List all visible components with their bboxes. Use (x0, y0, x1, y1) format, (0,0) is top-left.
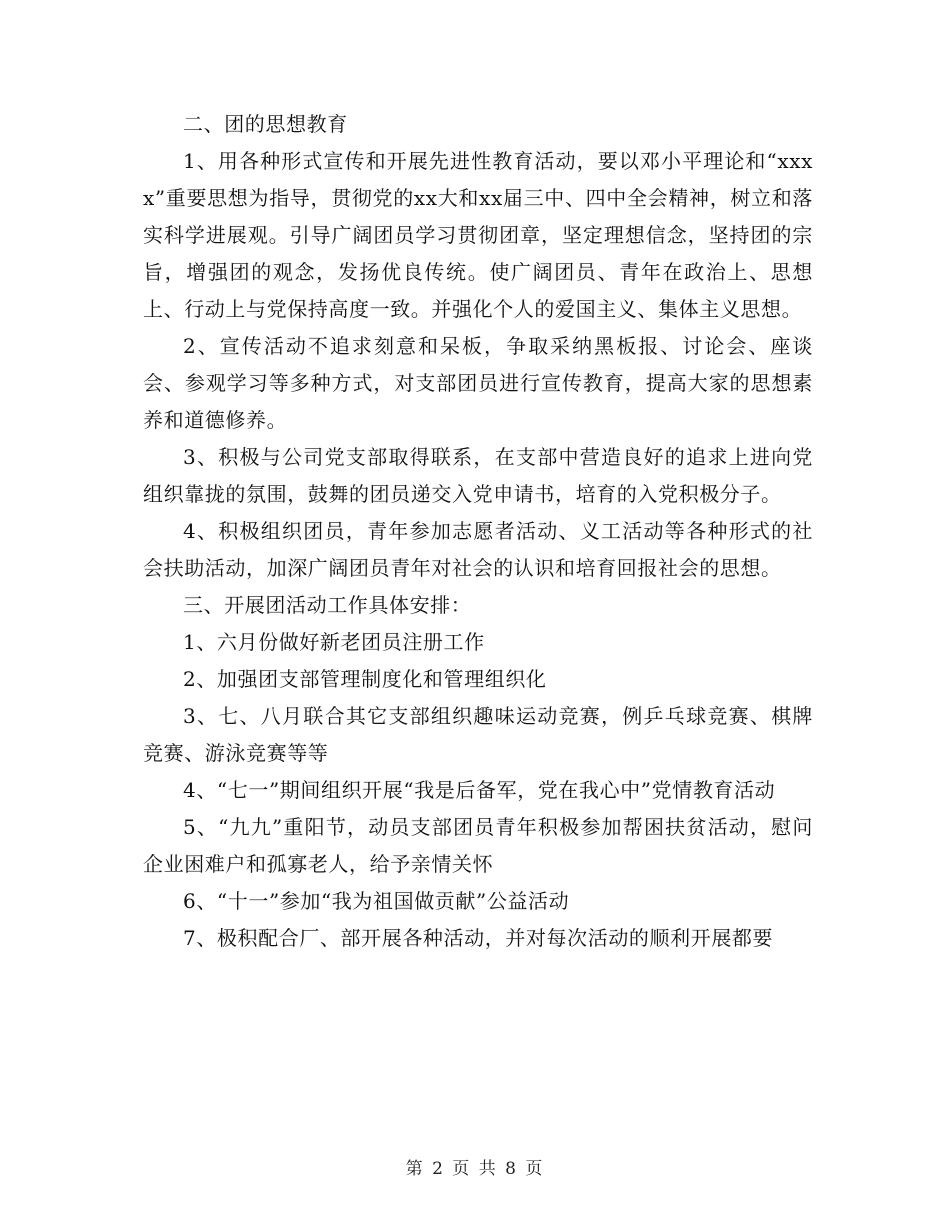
section-heading-activity-schedule: 三、开展团活动工作具体安排： (183, 593, 472, 617)
schedule-item-5: 5、“九九”重阳节，动员支部团员青年积极参加帮困扶贫活动，慰问企业困难户和孤寡老人，给予亲情关怀 (143, 815, 813, 876)
schedule-item-6: 6、“十一”参加“我为祖国做贡献”公益活动 (183, 889, 570, 913)
paragraph-item-4: 4、积极组织团员，青年参加志愿者活动、义工活动等各种形式的社会扶助活动，加深广阔团员青年对社会的认识和培育回报社会的思想。 (143, 519, 813, 580)
schedule-item-2: 2、加强团支部管理制度化和管理组织化 (183, 667, 547, 691)
document-body (143, 106, 813, 957)
paragraph-item-2: 2、宣传活动不追求刻意和呆板，争取采纳黑板报、讨论会、座谈会、参观学习等多种方式，对支部团员进行宣传教育，提高大家的思想素养和道德修养。 (143, 334, 813, 432)
schedule-item-4: 4、“七一”期间组织开展“我是后备军，党在我心中”党情教育活动 (183, 778, 776, 802)
paragraph-item-3: 3、积极与公司党支部取得联系，在支部中营造良好的追求上进向党组织靠拢的氛围，鼓舞的团员递交入党申请书，培育的入党积极分子。 (143, 445, 813, 506)
page-number-footer: 第 2 页 共 8 页 (405, 1159, 545, 1179)
schedule-item-7: 7、极积配合厂、部开展各种活动，并对每次活动的顺利开展都要 (183, 926, 774, 950)
paragraph-item-1: 1、用各种形式宣传和开展先进性教育活动，要以邓小平理论和“xxxx”重要思想为指导，贯彻党的xx大和xx届三中、四中全会精神，树立和落实科学进展观。引导广阔团员学习贯彻团章，坚定理想信念，坚持团的宗旨，增强团的观念，发扬优良传统。使广阔团员、青年在政治上、思想上、行动上与党保持高度一致。并强化个人的爱国主义、集体主义思想。 (143, 149, 813, 321)
schedule-item-3: 3、七、八月联合其它支部组织趣味运动竞赛，例乒乓球竞赛、棋牌竞赛、游泳竞赛等等 (143, 704, 813, 765)
section-heading-ideological-education: 二、团的思想教育 (183, 112, 348, 136)
schedule-item-1: 1、六月份做好新老团员注册工作 (183, 630, 485, 654)
